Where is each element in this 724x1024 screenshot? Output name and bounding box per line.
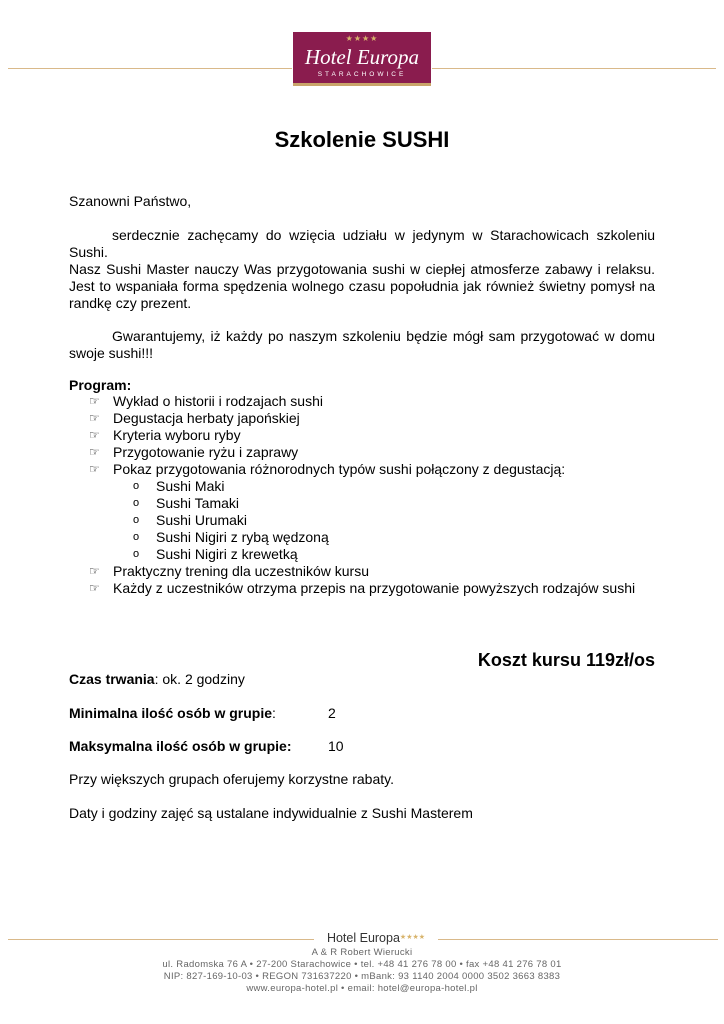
list-item: ☞ Wykład o historii i rodzajach sushi xyxy=(89,393,323,409)
duration-row xyxy=(69,671,245,688)
hand-pointing-icon: ☞ xyxy=(89,411,100,425)
footer-stars: ★★★★ xyxy=(399,934,426,941)
circle-bullet-icon: o xyxy=(133,514,140,526)
hand-pointing-icon: ☞ xyxy=(89,462,100,476)
header-divider-left xyxy=(8,68,292,69)
max-group-value: 10 xyxy=(328,738,344,754)
footer-web[interactable]: www.europa-hotel.pl • email: hotel@europa-hotel.pl xyxy=(246,983,478,994)
footer-brand: Hotel Europa★★★★ xyxy=(326,931,426,945)
hand-pointing-icon: ☞ xyxy=(89,564,100,578)
header-divider-right xyxy=(432,68,716,69)
hand-pointing-icon: ☞ xyxy=(89,445,100,459)
logo-name: Hotel Europa xyxy=(304,45,420,69)
circle-bullet-icon: o xyxy=(133,548,140,560)
duration-label: Czas trwania xyxy=(69,671,155,687)
circle-bullet-icon: o xyxy=(133,497,140,509)
sub-list-item: o Sushi Maki xyxy=(133,478,225,494)
hand-pointing-icon: ☞ xyxy=(89,428,100,442)
sub-list-item: o Sushi Nigiri z rybą wędzoną xyxy=(133,529,329,545)
circle-bullet-icon: o xyxy=(133,480,140,492)
list-item: ☞ Pokaz przygotowania różnorodnych typów sushi połączony z degustacją: xyxy=(89,461,566,477)
guarantee-paragraph: Gwarantujemy, iż każdy po naszym szkoleniu będzie mógł sam przygotować w domu swoje sushi!!! xyxy=(69,328,655,361)
hotel-logo xyxy=(293,32,431,86)
course-price: Koszt kursu 119zł/os xyxy=(477,650,655,670)
logo-stars: ★★★★ xyxy=(345,34,379,43)
list-item: ☞ Kryteria wyboru ryby xyxy=(89,427,241,443)
intro-paragraph-2: Nasz Sushi Master nauczy Was przygotowania sushi w ciepłej atmosferze zabawy i relaksu. Jest to wspaniała forma spędzenia wolnego czasu popołudnia jak również świetny pomysł na randkę czy prezent. xyxy=(69,261,655,311)
min-group-value: 2 xyxy=(328,705,336,721)
sub-list-item: o Sushi Nigiri z krewetką xyxy=(133,546,298,562)
greeting: Szanowni Państwo, xyxy=(69,193,192,209)
footer-divider-right xyxy=(438,939,718,940)
footer-owner: A & R Robert Wierucki xyxy=(311,947,413,958)
sushi-types-list xyxy=(89,478,659,563)
footer-address: ul. Radomska 76 A • 27-200 Starachowice • tel. +48 41 276 78 00 • fax +48 41 276 78 01 xyxy=(162,959,562,970)
footer-divider-left xyxy=(8,939,314,940)
duration-value: : ok. 2 godziny xyxy=(154,671,245,687)
intro-paragraph: serdecznie zachęcamy do wzięcia udziału w jedynym w Starachowicach szkoleniu Sushi. xyxy=(69,227,655,260)
program-list xyxy=(89,393,659,597)
sub-list-item: o Sushi Tamaki xyxy=(133,495,240,511)
schedule-note: Daty i godziny zajęć są ustalane indywidualnie z Sushi Masterem xyxy=(69,805,473,821)
program-heading: Program: xyxy=(69,377,132,393)
discount-note: Przy większych grupach oferujemy korzystne rabaty. xyxy=(69,771,394,787)
page-title: Szkolenie SUSHI xyxy=(274,127,450,152)
hand-pointing-icon: ☞ xyxy=(89,581,100,595)
hand-pointing-icon: ☞ xyxy=(89,394,100,408)
min-group-row: Minimalna ilość osób w grupie: xyxy=(69,705,276,721)
list-item: ☞ Praktyczny trening dla uczestników kursu xyxy=(89,563,369,579)
footer-ids: NIP: 827-169-10-03 • REGON 731637220 • mBank: 93 1140 2004 0000 3502 3663 8383 xyxy=(163,971,561,982)
list-item: ☞ Każdy z uczestników otrzyma przepis na przygotowanie powyższych rodzajów sushi xyxy=(89,580,636,596)
list-item: ☞ Degustacja herbaty japońskiej xyxy=(89,410,300,426)
circle-bullet-icon: o xyxy=(133,531,140,543)
max-group-label: Maksymalna ilość osób w grupie: xyxy=(69,738,292,754)
list-item: ☞ Przygotowanie ryżu i zaprawy xyxy=(89,444,299,460)
sub-list-item: o Sushi Urumaki xyxy=(133,512,248,528)
logo-city: STARACHOWICE xyxy=(317,71,407,78)
min-group-label: Minimalna ilość osób w grupie xyxy=(69,705,273,721)
